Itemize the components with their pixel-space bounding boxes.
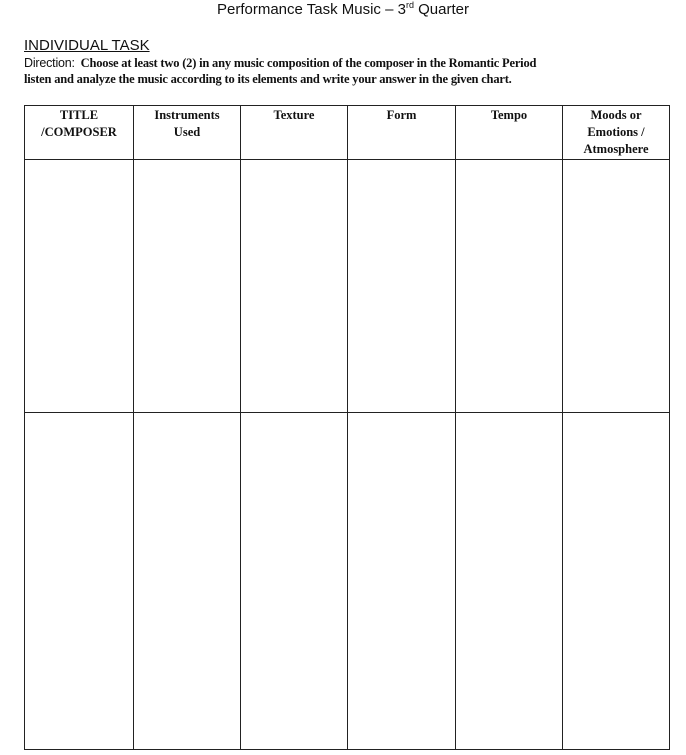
answer-cell[interactable] (25, 160, 134, 413)
answer-cell[interactable] (563, 160, 670, 413)
answer-cell[interactable] (241, 160, 348, 413)
answer-cell[interactable] (563, 413, 670, 750)
header-moods: Moods or Emotions / Atmosphere (563, 106, 670, 160)
header-title-composer: TITLE /COMPOSER (25, 106, 134, 160)
answer-cell[interactable] (456, 160, 563, 413)
section-heading: INDIVIDUAL TASK (24, 37, 150, 54)
page-title: Performance Task Music – 3rd Quarter (216, 0, 469, 18)
answer-cell[interactable] (241, 413, 348, 750)
header-tempo: Tempo (456, 106, 563, 160)
answer-cell[interactable] (134, 160, 241, 413)
answer-cell[interactable] (134, 413, 241, 750)
header-form: Form (348, 106, 456, 160)
header-texture: Texture (241, 106, 348, 160)
directions: Direction: Choose at least two (2) in any music composition of the composer in the Romantic Period listen and analyze the music according to its elements and write your answer in the given chart. (24, 56, 537, 86)
table-row (25, 413, 670, 750)
answer-cell[interactable] (25, 413, 134, 750)
answer-chart (24, 105, 670, 750)
header-instruments: Instruments Used (134, 106, 241, 160)
answer-cell[interactable] (456, 413, 563, 750)
answer-cell[interactable] (348, 413, 456, 750)
answer-cell[interactable] (348, 160, 456, 413)
table-row (25, 160, 670, 413)
